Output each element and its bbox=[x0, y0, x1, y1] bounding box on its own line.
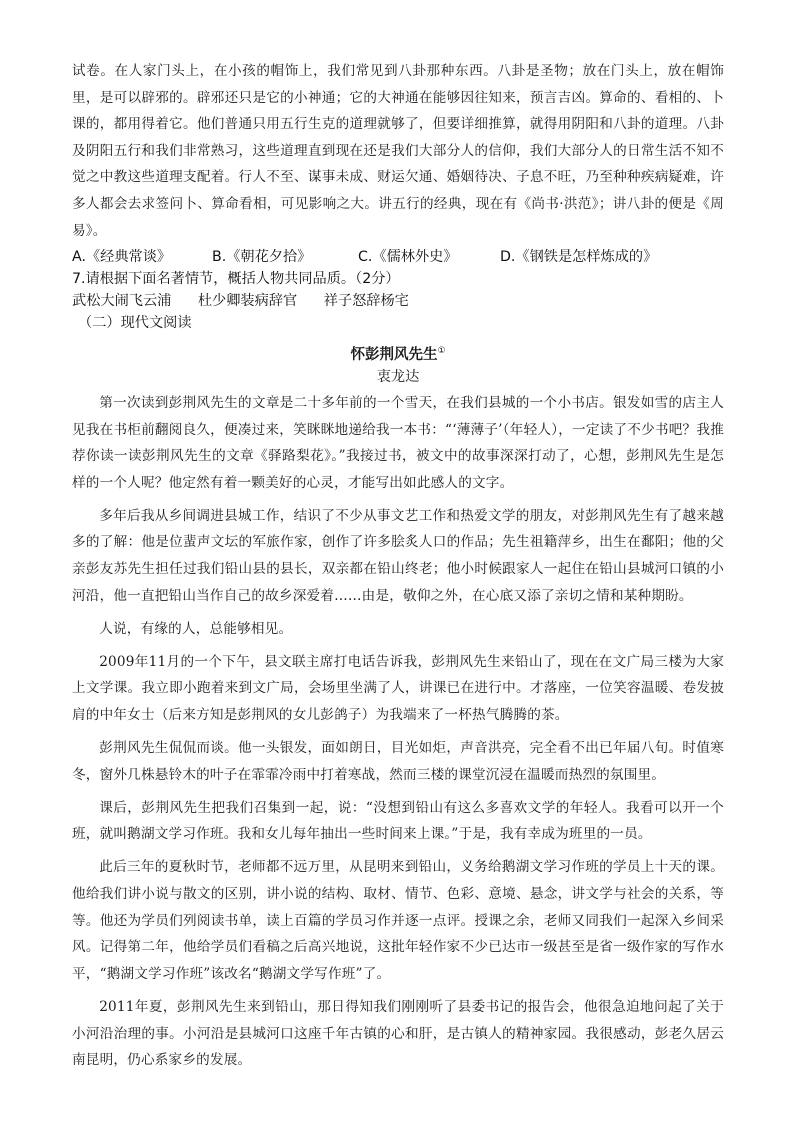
question-7-item: 祥子怒辞杨宅 bbox=[323, 293, 409, 310]
question-7-item: 杜少卿装病辞官 bbox=[197, 293, 298, 310]
article-paragraph: 多年后我从乡间调进县城工作，结识了不少从事文艺工作和热爱文学的朋友，对彭荆风先生有了越来越多的了解：他是位蜚声文坛的军旅作家，创作了许多脍炙人口的作品；先生祖籍萍乡，出生在鄱阳；他的父亲彭友苏先生担任过我们铅山县的县长，双亲都在铅山终老；他小时候跟家人一起住在铅山县城河口镇的小河沿，他一直把铅山当作自己的故乡深爱着……由是，敬仰之外，在心底又添了亲切之情和某种期盼。 bbox=[72, 507, 724, 604]
article-body bbox=[72, 390, 724, 1074]
option-d: D.《钢铁是怎样炼成的》 bbox=[500, 249, 658, 266]
article-paragraph: 课后，彭荆风先生把我们召集到一起，说：“没想到铅山有这么多喜欢文学的年轻人。我看可以开一个班，就叫鹅湖文学习作班。我和女儿每年抽出一些时间来上课。”于是，我有幸成为班里的一员。 bbox=[72, 799, 724, 843]
answer-options bbox=[72, 246, 724, 268]
question-7-item: 武松大闹飞云浦 bbox=[72, 293, 172, 310]
article-title bbox=[72, 340, 724, 366]
article-paragraph: 此后三年的夏秋时节，老师都不远万里，从昆明来到铅山，义务给鹅湖文学习作班的学员上十天的课。他给我们讲小说与散文的区别，讲小说的结构、取材、情节、色彩、意境、悬念，讲文学与社会的关系，等等。他还为学员们列阅读书单，读上百篇的学员习作并逐一点评。授课之余，老师又同我们一起深入乡间采风。记得第二年，他给学员们看稿之后高兴地说，这批年轻作家不少已达市一级甚至是省一级作家的写作水平，“鹅湖文学习作班”该改名“鹅湖文学写作班”了。 bbox=[72, 859, 724, 982]
article-paragraph: 第一次读到彭荆风先生的文章是二十多年前的一个雪天，在我们县城的一个小书店。银发如雪的店主人见我在书柜前翻阅良久，便凑过来，笑眯眯地递给我一本书：“‘薄薄子’（年轻人），一定读了不少书吧？我推荐你读一读彭荆风先生的文章《驿路梨花》。”我接过书，被文中的故事深深打动了，心想，彭荆风先生是怎样的一个人呢？他定然有着一颗美好的心灵，才能写出如此感人的文字。 bbox=[72, 394, 724, 491]
option-a: A.《经典常谈》 bbox=[72, 249, 172, 266]
article-paragraph: 彭荆风先生侃侃而谈。他一头银发，面如朗日，目光如炬，声音洪亮，完全看不出已年届八旬。时值寒冬，窗外几株悬铃木的叶子在霏霏冷雨中打着寒战，然而三楼的课堂沉浸在温暖而热烈的氛围里。 bbox=[72, 740, 724, 783]
question-7: 7.请根据下面名著情节，概括人物共同品质。（2分） bbox=[72, 271, 400, 288]
article-author: 衷龙达 bbox=[376, 368, 420, 385]
article-paragraph: 2011年夏，彭荆风先生来到铅山，那日得知我们刚刚听了县委书记的报告会，他很急迫地问起了关于小河沿治理的事。小河沿是县城河口这座千年古镇的心和肝，是古镇人的精神家园。我很感动，彭老久居云南昆明，仍心系家乡的发展。 bbox=[72, 998, 724, 1069]
title-footnote-marker: ① bbox=[437, 346, 446, 357]
option-c: C.《儒林外史》 bbox=[358, 249, 458, 266]
article-title-text: 怀彭荆风先生 bbox=[350, 346, 438, 363]
intro-paragraph-block bbox=[72, 58, 724, 244]
article-paragraph: 2009年11月的一个下午，县文联主席打电话告诉我，彭荆风先生来铅山了，现在在文广局三楼为大家上文学课。我立即小跑着来到文广局，会场里坐满了人，讲课已在进行中。才落座，一位笑容温暖、卷发披肩的中年女士（后来方知是彭荆风的女儿彭鸽子）为我端来了一杯热气腾腾的茶。 bbox=[72, 653, 724, 724]
intro-paragraph: 试卷。在人家门头上，在小孩的帽饰上，我们常见到八卦那种东西。八卦是圣物；放在门头上，放在帽饰里，是可以辟邪的。辟邪还只是它的小神通；它的大神通在能够因往知来，预言吉凶。算命的、看相的、卜课的，都用得着它。他们普通只用五行生克的道理就够了，但要详细推算，就得用阴阳和八卦的道理。八卦及阴阳五行和我们非常熟习，这些道理直到现在还是我们大部分人的信仰，我们大部分人的日常生活不知不觉之中教这些道理支配着。行人不至、谋事未成、财运欠通、婚姻待决、子息不旺，乃至种种疾病疑难，许多人都会去求签问卜、算命看相，可见影响之大。讲五行的经典，现在有《尚书·洪范》；讲八卦的便是《周易》。 bbox=[72, 63, 724, 239]
section-heading: （二）现代文阅读 bbox=[78, 315, 192, 332]
article-paragraph: 人说，有缘的人，总能够相见。 bbox=[99, 620, 293, 637]
option-b: B.《朝花夕拾》 bbox=[212, 249, 312, 266]
question-7-items bbox=[72, 290, 724, 312]
